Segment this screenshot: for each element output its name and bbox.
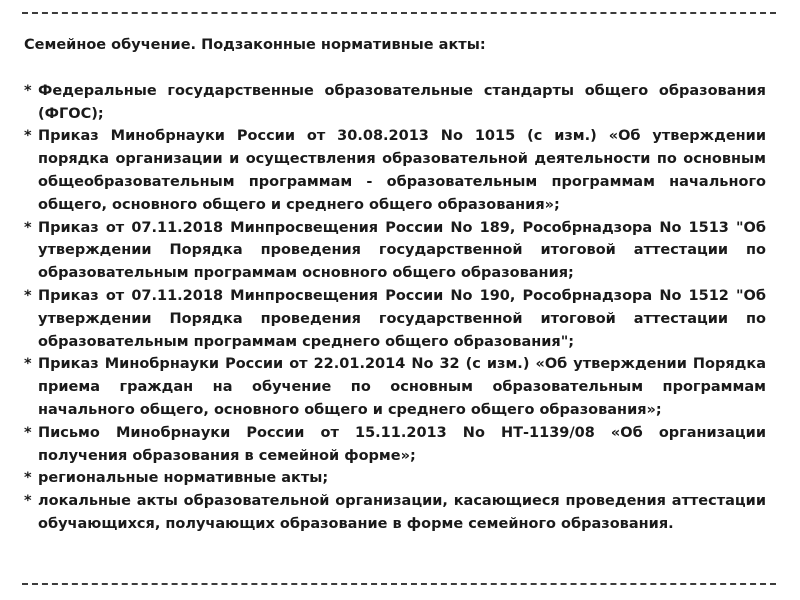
list-item-text: региональные нормативные акты; (38, 470, 329, 487)
list-item-text: Приказ от 07.11.2018 Минпросвещения России No 190, Рособрнадзора No 1512 "Об утверждении Порядка проведения государственной итоговой аттестации по образовательным программам среднего общего образования"; (38, 287, 766, 350)
list-item-text: локальные акты образовательной организации, касающиеся проведения аттестации обучающихся, получающих образование в форме семейного образования. (38, 493, 766, 532)
list-item-text: Приказ Минобрнауки России от 30.08.2013 No 1015 (с изм.) «Об утверждении порядка организации и осуществления образовательной деятельности по основным общеобразовательным программам - образовательным программам начального общего, основного общего и среднего общего образования»; (38, 128, 766, 213)
list-item (24, 467, 766, 490)
top-dashed-divider (22, 12, 776, 14)
list-item (24, 353, 766, 421)
bullet-asterisk: * (24, 493, 32, 510)
list-item (24, 217, 766, 285)
bullet-asterisk: * (24, 82, 32, 99)
list-item-text: Приказ от 07.11.2018 Минпросвещения России No 189, Рособрнадзора No 1513 "Об утверждении Порядка проведения государственной итоговой аттестации по образовательным программам основного общего образования; (38, 219, 766, 282)
bullet-asterisk: * (24, 356, 32, 373)
list-item (24, 285, 766, 353)
bullet-asterisk: * (24, 470, 32, 487)
list-item-text: Приказ Минобрнауки России от 22.01.2014 No 32 (с изм.) «Об утверждении Порядка приема граждан на обучение по основным образовательным программам начального общего, основного общего и среднего общего образования»; (38, 356, 766, 418)
bottom-dashed-divider (22, 583, 776, 585)
bullet-asterisk: * (24, 424, 32, 441)
bullet-asterisk: * (24, 219, 32, 236)
list-item-text: Письмо Минобрнауки России от 15.11.2013 No НТ-1139/08 «Об организации получения образования в семейной форме»; (38, 424, 766, 464)
bullet-asterisk: * (24, 128, 32, 145)
list-item (24, 490, 766, 536)
regulation-list (24, 80, 766, 536)
list-item-text: Федеральные государственные образовательные стандарты общего образования (ФГОС); (38, 82, 766, 122)
list-item (24, 422, 766, 468)
list-item (24, 80, 766, 126)
page-title: Семейное обучение. Подзаконные нормативные акты: (24, 37, 486, 53)
list-item (24, 125, 766, 216)
bullet-asterisk: * (24, 287, 32, 304)
document-body (24, 34, 766, 536)
